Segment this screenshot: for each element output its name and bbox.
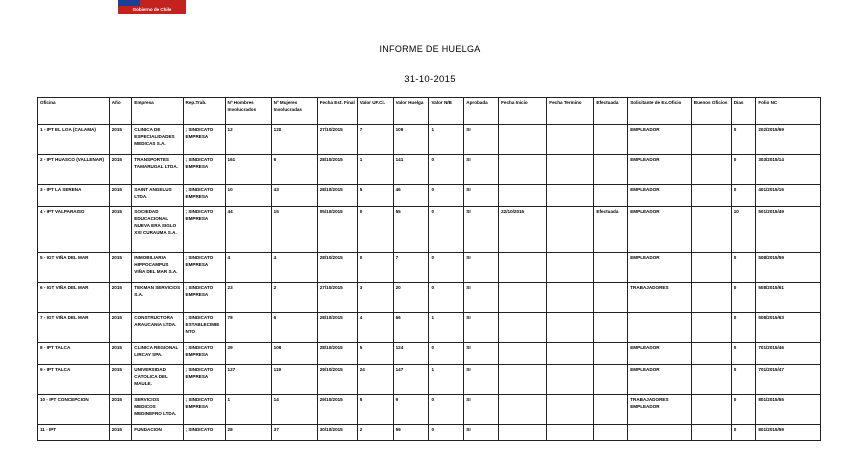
table-cell: 22/10/2015 <box>499 207 547 253</box>
table-cell: 2015 <box>109 343 132 365</box>
table-cell: 6 <box>271 313 317 343</box>
table-cell: INMOBILIARIA HIPPOCAMPUS VIÑA DEL MAR S.A. <box>132 253 183 283</box>
table-cell: 4 <box>357 313 393 343</box>
table-cell <box>499 253 547 283</box>
table-cell: 119 <box>271 365 317 395</box>
logo-text: Gobierno de Chile <box>132 7 172 12</box>
table-cell: 4 <box>225 253 271 283</box>
table-row <box>38 207 821 253</box>
table-row <box>38 155 821 185</box>
column-header: Rep.Trab. <box>183 98 225 125</box>
table-cell <box>594 185 628 207</box>
table-cell: 05/10/2015 <box>317 207 357 253</box>
table-cell: SI <box>464 395 499 425</box>
table-cell <box>547 313 594 343</box>
column-header: Días <box>731 98 756 125</box>
table-cell: 28 <box>225 425 271 441</box>
table-cell: TRABAJADORES <box>628 283 692 313</box>
table-cell <box>691 185 731 207</box>
table-cell <box>547 155 594 185</box>
table-cell: ; SINDICATO ESTABLECIMIENTO <box>183 313 225 343</box>
table-cell: 2 <box>271 283 317 313</box>
table-cell: SI <box>464 365 499 395</box>
table-cell <box>547 283 594 313</box>
column-header: Fecha Est. Final <box>317 98 357 125</box>
table-cell: 1 <box>429 125 464 155</box>
table-cell <box>628 313 692 343</box>
table-cell: 508/2015/63 <box>756 313 821 343</box>
table-cell: 5 <box>357 395 393 425</box>
table-row <box>38 365 821 395</box>
table-cell: 0 <box>731 185 756 207</box>
table-cell: 0 <box>731 155 756 185</box>
table-cell: SERVICIOS MEDICOS MEDINEFRO LTDA. <box>132 395 183 425</box>
column-header: Buenos Oficios <box>691 98 731 125</box>
table-cell: 5 <box>357 185 393 207</box>
table-cell: 2015 <box>109 155 132 185</box>
table-cell: 2015 <box>109 425 132 441</box>
column-header: Aprobada <box>464 98 499 125</box>
table-cell: 43 <box>271 185 317 207</box>
table-cell: ; SINDICATO EMPRESA <box>183 365 225 395</box>
table-cell: ; SINDICATO EMPRESA <box>183 207 225 253</box>
table-cell <box>499 125 547 155</box>
table-cell: SI <box>464 283 499 313</box>
table-cell: 0 <box>731 395 756 425</box>
table-cell: 202/2015/69 <box>756 125 821 155</box>
column-header: Empresa <box>132 98 183 125</box>
table-cell: 29/10/2015 <box>317 365 357 395</box>
table-cell: 0 <box>731 313 756 343</box>
column-header: Nº Hombres Involucrados <box>225 98 271 125</box>
table-cell: 9 - IPT TALCA <box>38 365 110 395</box>
table-cell: 0 <box>429 207 464 253</box>
table-cell: 7 <box>393 253 429 283</box>
table-cell: 0 <box>357 253 393 283</box>
table-cell: ; SINDICATO EMPRESA <box>183 395 225 425</box>
table-cell <box>547 125 594 155</box>
table-cell: Efectuada <box>594 207 628 253</box>
table-cell: 29/10/2015 <box>317 395 357 425</box>
table-cell: 59 <box>393 425 429 441</box>
table-cell: 2 - IPT HUASCO (VALLENAR) <box>38 155 110 185</box>
table-cell: CLINICA DE ESPECIALIDADES MEDICAS S.A. <box>132 125 183 155</box>
logo-flag-stripe <box>118 0 140 6</box>
table-row <box>38 185 821 207</box>
table-cell: 2 <box>357 425 393 441</box>
table-cell: 3 - IPT LA SERENA <box>38 185 110 207</box>
column-header: Efectuada <box>594 98 628 125</box>
table-row <box>38 313 821 343</box>
table-cell <box>594 283 628 313</box>
table-cell <box>691 155 731 185</box>
table-cell: SAINT ANGELUS LTDA. <box>132 185 183 207</box>
gobierno-de-chile-logo <box>118 0 186 14</box>
table-cell <box>547 185 594 207</box>
table-row <box>38 283 821 313</box>
table-cell: ; SINDICATO <box>183 425 225 441</box>
table-cell <box>691 395 731 425</box>
table-cell: 109 <box>271 343 317 365</box>
table-cell: 2015 <box>109 185 132 207</box>
table-cell: 127 <box>225 365 271 395</box>
table-cell: TRANSPORTES TAMARUGAL LTDA. <box>132 155 183 185</box>
report-title: INFORME DE HUELGA <box>379 44 481 54</box>
table-cell: SI <box>464 313 499 343</box>
table-cell: 2015 <box>109 365 132 395</box>
table-cell: EMPLEADOR <box>628 253 692 283</box>
table-cell: 0 <box>429 155 464 185</box>
table-cell: 9 <box>393 395 429 425</box>
table-cell: 3 <box>357 283 393 313</box>
table-cell: 27/10/2015 <box>317 283 357 313</box>
table-cell: 4 <box>271 253 317 283</box>
table-cell: 23 <box>225 283 271 313</box>
table-cell <box>594 313 628 343</box>
table-cell: TEKMAN SERVICIOS S.A. <box>132 283 183 313</box>
table-row <box>38 425 821 441</box>
table-cell: 0 <box>429 253 464 283</box>
table-cell <box>499 185 547 207</box>
table-cell <box>691 313 731 343</box>
table-cell: 28/10/2015 <box>317 155 357 185</box>
table-cell <box>547 207 594 253</box>
table-cell <box>691 365 731 395</box>
table-cell: 0 <box>429 395 464 425</box>
table-cell: SI <box>464 185 499 207</box>
table-cell: 801/2015/55 <box>756 395 821 425</box>
table-cell <box>691 207 731 253</box>
table-cell <box>499 283 547 313</box>
table-cell: 24 <box>357 365 393 395</box>
table-cell: 501/2015/49 <box>756 207 821 253</box>
table-row <box>38 395 821 425</box>
table-cell: 120 <box>271 125 317 155</box>
table-cell: 2015 <box>109 253 132 283</box>
table-cell: 141 <box>393 155 429 185</box>
table-cell: 0 <box>731 365 756 395</box>
table-row <box>38 253 821 283</box>
table-cell: 37 <box>271 425 317 441</box>
table-cell: EMPLEADOR <box>628 125 692 155</box>
table-cell: UNIVERSIDAD CATOLICA DEL MAULE. <box>132 365 183 395</box>
table-cell: 6 - IGT VIÑA DEL MAR <box>38 283 110 313</box>
table-cell: 28/10/2015 <box>317 313 357 343</box>
table-cell: ; SINDICATO EMPRESA <box>183 283 225 313</box>
table-cell: SI <box>464 207 499 253</box>
table-cell: 303/2015/14 <box>756 155 821 185</box>
table-cell <box>499 343 547 365</box>
table-cell: 6 <box>271 155 317 185</box>
table-cell <box>628 425 692 441</box>
table-cell: SI <box>464 253 499 283</box>
table-header-row <box>38 98 821 125</box>
table-cell: ; SINDICATO EMPRESA <box>183 343 225 365</box>
column-header: Fecha Inicio <box>499 98 547 125</box>
table-cell <box>547 253 594 283</box>
table-cell <box>594 365 628 395</box>
table-cell: 701/2015/46 <box>756 343 821 365</box>
table-cell: 0 <box>731 283 756 313</box>
table-cell <box>499 155 547 185</box>
table-cell: ; SINDICATO EMPRESA <box>183 155 225 185</box>
table-cell: CLINICA REGIONAL LIRCAY SPA. <box>132 343 183 365</box>
table-cell: 46 <box>393 185 429 207</box>
table-cell: 0 <box>731 343 756 365</box>
table-cell <box>594 125 628 155</box>
table-cell: FUNDACION <box>132 425 183 441</box>
table-cell: ; SINDICATO EMPRESA <box>183 185 225 207</box>
table-cell <box>594 425 628 441</box>
table-cell <box>547 395 594 425</box>
table-cell <box>691 253 731 283</box>
table-cell: 28/10/2015 <box>317 253 357 283</box>
table-cell: 1 <box>429 313 464 343</box>
table-cell: 2015 <box>109 283 132 313</box>
table-cell: 0 <box>429 185 464 207</box>
table-cell: ; SINDICATO EMPRESA <box>183 125 225 155</box>
table-cell: 0 <box>731 425 756 441</box>
table-cell: 78 <box>225 313 271 343</box>
table-cell <box>594 155 628 185</box>
table-cell: 2015 <box>109 395 132 425</box>
table-row <box>38 343 821 365</box>
table-cell: 124 <box>393 343 429 365</box>
table-cell <box>499 313 547 343</box>
table-cell: EMPLEADOR <box>628 185 692 207</box>
table-cell <box>691 283 731 313</box>
table-cell: 15 <box>271 207 317 253</box>
table-cell <box>594 253 628 283</box>
table-cell: 508/2015/61 <box>756 283 821 313</box>
column-header: Fecha Termino <box>547 98 594 125</box>
table-cell: SI <box>464 155 499 185</box>
table-cell <box>691 425 731 441</box>
table-cell <box>547 343 594 365</box>
table-cell <box>691 343 731 365</box>
table-cell: SOCIEDAD EDUCACIONAL NUEVA ERA SIGLO XXI CURAUMA S.A. <box>132 207 183 253</box>
table-cell: 2015 <box>109 313 132 343</box>
table-cell: EMPLEADOR <box>628 343 692 365</box>
table-cell: 4 - IPT VALPARAISO <box>38 207 110 253</box>
column-header: Solicitante de Ex.Oficio <box>628 98 692 125</box>
column-header: Oficina <box>38 98 110 125</box>
table-cell <box>691 125 731 155</box>
table-cell: 161 <box>225 155 271 185</box>
table-cell: 147 <box>393 365 429 395</box>
table-cell: 28/10/2015 <box>317 185 357 207</box>
table-cell: 7 - IGT VIÑA DEL MAR <box>38 313 110 343</box>
table-cell: 7 <box>357 125 393 155</box>
table-cell: 10 <box>731 207 756 253</box>
table-cell: SI <box>464 343 499 365</box>
table-cell: 44 <box>225 207 271 253</box>
report-date: 31-10-2015 <box>404 74 456 85</box>
table-cell: 0 <box>357 207 393 253</box>
table-cell: 401/2015/16 <box>756 185 821 207</box>
table-cell <box>594 343 628 365</box>
table-cell: EMPLEADOR <box>628 365 692 395</box>
table-cell <box>499 365 547 395</box>
table-cell <box>499 425 547 441</box>
column-header: Año <box>109 98 132 125</box>
table-cell: ; SINDICATO EMPRESA <box>183 253 225 283</box>
table-cell <box>499 395 547 425</box>
table-cell: 0 <box>429 343 464 365</box>
column-header: Nº Mujeres Involucradas <box>271 98 317 125</box>
table-cell: 12 <box>225 125 271 155</box>
table-cell: 0 <box>429 283 464 313</box>
table-cell: 1 <box>225 395 271 425</box>
column-header: Valor N/B <box>429 98 464 125</box>
column-header: Folio NC <box>756 98 821 125</box>
table-cell: 508/2015/59 <box>756 253 821 283</box>
table-cell: 1 - IPT EL LOA (CALAMA) <box>38 125 110 155</box>
table-cell: 27/10/2015 <box>317 125 357 155</box>
table-cell: 28/10/2015 <box>317 343 357 365</box>
table-cell: 10 <box>225 185 271 207</box>
column-header: Valor Huelga <box>393 98 429 125</box>
table-cell: EMPLEADOR <box>628 155 692 185</box>
table-cell: 109 <box>393 125 429 155</box>
table-cell: SI <box>464 425 499 441</box>
strike-report-table <box>37 97 821 441</box>
table-cell: 30/10/2015 <box>317 425 357 441</box>
table-cell: TRABAJADORES EMPLEADOR <box>628 395 692 425</box>
table-cell: 0 <box>429 425 464 441</box>
table-cell: 8 - IPT TALCA <box>38 343 110 365</box>
column-header: Valor UF.Ci. <box>357 98 393 125</box>
table-row <box>38 125 821 155</box>
table-cell: 55 <box>393 207 429 253</box>
table-cell: CONSTRUCTORA ARAUCANIA LTDA. <box>132 313 183 343</box>
table-cell: 29 <box>225 343 271 365</box>
table-cell: 11 - IPT <box>38 425 110 441</box>
table-cell: 801/2015/59 <box>756 425 821 441</box>
table-cell: 5 <box>357 343 393 365</box>
table-cell: 1 <box>357 155 393 185</box>
table-cell <box>547 365 594 395</box>
table-cell: 66 <box>393 313 429 343</box>
table-cell: 701/2015/47 <box>756 365 821 395</box>
table-cell: 0 <box>731 253 756 283</box>
table-cell: SI <box>464 125 499 155</box>
table-cell: 5 - IGT VIÑA DEL MAR <box>38 253 110 283</box>
table-cell: 1 <box>429 365 464 395</box>
table-cell: 0 <box>731 125 756 155</box>
table-cell: 2015 <box>109 207 132 253</box>
table-cell: 14 <box>271 395 317 425</box>
table-cell <box>594 395 628 425</box>
table-cell: EMPLEADOR <box>628 207 692 253</box>
table-cell <box>547 425 594 441</box>
table-cell: 10 - IPT CONCEPCION <box>38 395 110 425</box>
table-cell: 20 <box>393 283 429 313</box>
table-cell: 2015 <box>109 125 132 155</box>
